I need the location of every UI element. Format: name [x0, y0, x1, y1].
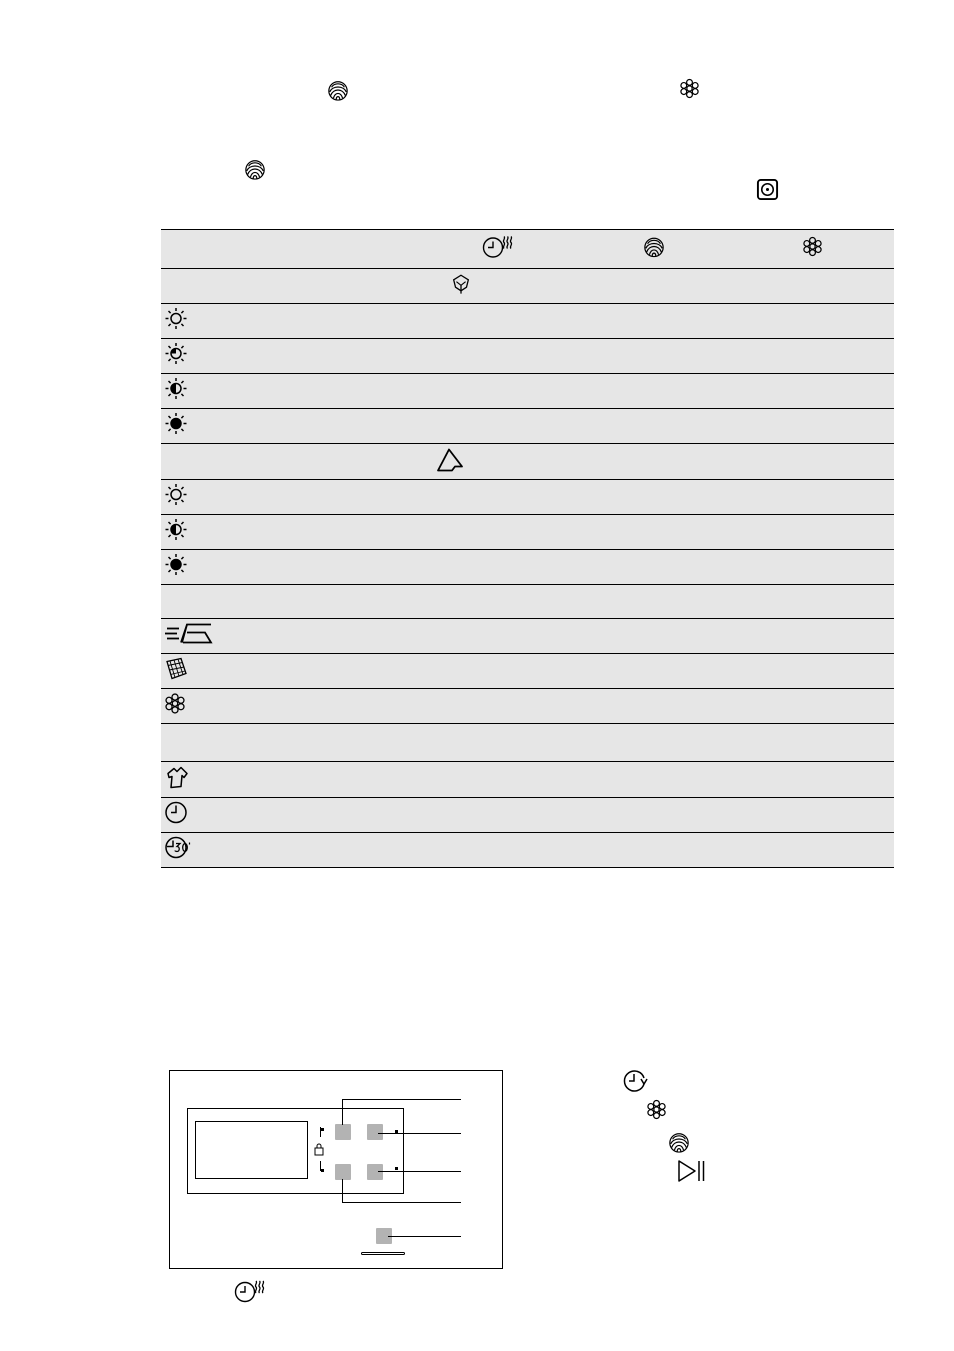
- sun-full-icon: [164, 412, 188, 441]
- table-row: [161, 654, 894, 689]
- table-row: [161, 339, 894, 374]
- table-row: [161, 689, 894, 724]
- mesh-icon: [164, 657, 188, 686]
- section-row-cotton: [161, 269, 894, 304]
- delay-clock-icon: [622, 1068, 648, 1094]
- table-row: [161, 480, 894, 515]
- flower-icon: [646, 1099, 667, 1120]
- table-row: [161, 304, 894, 339]
- table-header-row: [161, 230, 894, 269]
- display-screen: [195, 1121, 308, 1179]
- lock-icon: [314, 1143, 324, 1156]
- leader-line: [378, 1133, 461, 1134]
- table-row: [161, 550, 894, 585]
- panel-button-top-left[interactable]: [335, 1124, 351, 1140]
- panel-button-top-right[interactable]: [367, 1124, 383, 1140]
- leader-line: [342, 1099, 461, 1100]
- wool-icon: [327, 78, 349, 102]
- drum-icon: [756, 178, 779, 201]
- indicator-dot: [321, 1169, 324, 1172]
- flower-icon: [679, 78, 700, 99]
- sun-empty-icon: [164, 307, 188, 336]
- indicator-dot: [321, 1128, 324, 1131]
- table-row: [161, 374, 894, 409]
- sun-full-icon: [164, 553, 188, 582]
- sun-empty-icon: [164, 483, 188, 512]
- section-row-synthetics: [161, 444, 894, 480]
- flower-icon: [802, 236, 823, 262]
- flower-icon: [164, 693, 186, 720]
- control-panel-diagram: [169, 1070, 503, 1269]
- time-steam-icon: [482, 235, 514, 264]
- leader-line: [342, 1099, 343, 1125]
- leader-line: [342, 1179, 343, 1203]
- section-row: [161, 585, 894, 619]
- table-row: [161, 833, 894, 868]
- wool-icon: [643, 235, 665, 264]
- shirt-icon: [164, 765, 190, 794]
- section-row: [161, 724, 894, 762]
- bracket-line: [320, 1127, 321, 1137]
- sun-quarter-icon: [164, 342, 188, 371]
- leader-line: [378, 1171, 461, 1172]
- clock-icon: [164, 801, 188, 830]
- iron-icon: [165, 621, 215, 652]
- leader-line: [388, 1236, 461, 1237]
- sun-half-icon: [164, 518, 188, 547]
- table-row: [161, 798, 894, 833]
- synthetics-icon: [435, 446, 465, 477]
- time-steam-icon: [234, 1279, 266, 1303]
- wool-icon: [244, 157, 266, 181]
- clock-30-icon: [164, 836, 196, 865]
- start-button-underline: [361, 1252, 405, 1255]
- panel-button-bottom-left[interactable]: [335, 1164, 351, 1180]
- cotton-icon: [450, 273, 472, 300]
- sun-half-icon: [164, 377, 188, 406]
- table-row: [161, 619, 894, 654]
- indicator-dot: [395, 1167, 398, 1170]
- table-row: [161, 762, 894, 798]
- play-pause-icon: [676, 1159, 706, 1183]
- wool-icon: [668, 1130, 690, 1154]
- leader-line: [342, 1202, 461, 1203]
- table-row: [161, 409, 894, 444]
- table-row: [161, 515, 894, 550]
